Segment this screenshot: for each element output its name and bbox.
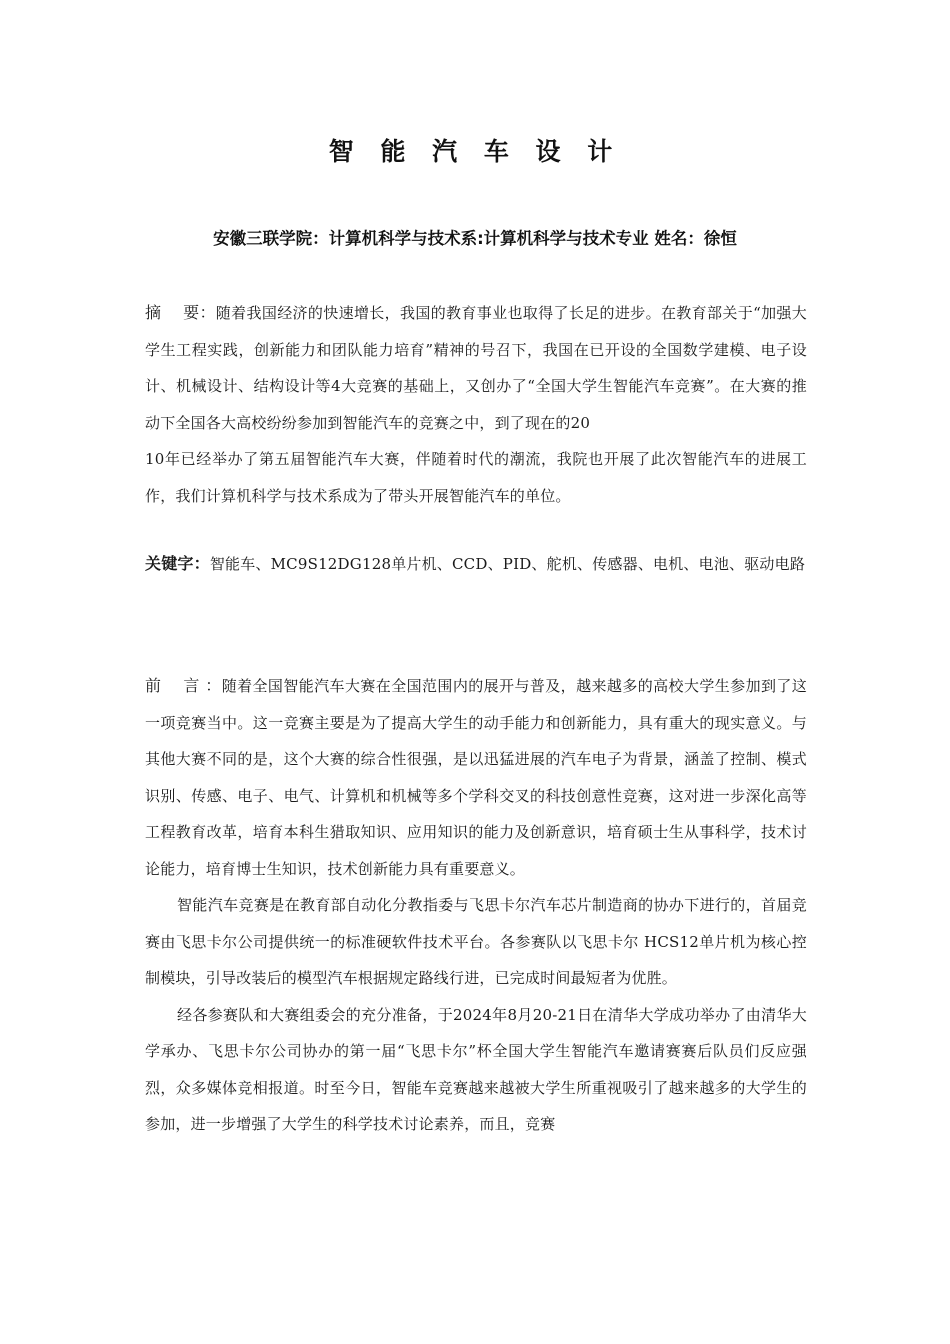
- preface-label: 前 言 ：: [145, 676, 222, 695]
- abstract-text-part2: 10年已经举办了第五届智能汽车大赛，伴随着时代的潮流，我院也开展了此次智能汽车的进展工作，我们计算机科学与技术系成为了带头开展智能汽车的单位。: [145, 450, 807, 505]
- preface-paragraph-2: 智能汽车竞赛是在教育部自动化分教指委与飞思卡尔汽车芯片制造商的协办下进行的，首届竞赛由飞思卡尔公司提供统一的标准硬软件技术平台。各参赛队以飞思卡尔 HCS12单片机为核心控制模块，引导改装后的模型汽车根据规定路线行进，已完成时间最短者为优胜。: [145, 896, 807, 987]
- abstract-text-part1: 随着我国经济的快速增长，我国的教育事业也取得了长足的进步。在教育部关于“加强大学生工程实践，创新能力和团队能力培育”精神的号召下，我国在已开设的全国数学建模、电子设计、机械设计、结构设计等4大竞赛的基础上，又创办了“全国大学生智能汽车竞赛”。在大赛的推动下全国各大高校纷纷参加到智能汽车的竞赛之中，到了现在的20: [145, 304, 807, 432]
- abstract-section: [145, 295, 807, 514]
- document-title: 智 能 汽 车 设 计: [328, 137, 622, 166]
- keywords-text: 智能车、MC9S12DG128单片机、CCD、PID、舵机、传感器、电机、电池、驱动电路: [209, 555, 806, 573]
- preface-paragraph-3: 经各参赛队和大赛组委会的充分准备，于2024年8月20-21日在清华大学成功举办了由清华大学承办、飞思卡尔公司协办的第一届“飞思卡尔”杯全国大学生智能汽车邀请赛赛后队员们反应强烈，众多媒体竞相报道。时至今日，智能车竞赛越来越被大学生所重视吸引了越来越多的大学生的参加，进一步增强了大学生的科学技术讨论素养，而且，竞赛: [145, 1005, 807, 1133]
- author-line: 安徽三联学院：计算机科学与技术系:计算机科学与技术专业 姓名：徐恒: [213, 229, 737, 248]
- preface-paragraph-1: [145, 668, 807, 887]
- abstract-label: 摘 要：: [145, 303, 216, 322]
- keywords-section: [145, 546, 807, 583]
- keywords-label: 关键字：: [145, 554, 210, 573]
- preface-text-1: 随着全国智能汽车大赛在全国范围内的展开与普及，越来越多的高校大学生参加到了这一项竞赛当中。这一竞赛主要是为了提高大学生的动手能力和创新能力，具有重大的现实意义。与其他大赛不同的是，这个大赛的综合性很强，是以迅猛进展的汽车电子为背景，涵盖了控制、模式识别、传感、电子、电气、计算机和机械等多个学科交叉的科技创意性竞赛，这对进一步深化高等工程教育改革，培育本科生猎取知识、应用知识的能力及创新意识，培育硕士生从事科学，技术讨论能力，培育博士生知识，技术创新能力具有重要意义。: [145, 677, 808, 878]
- preface-section: [145, 668, 807, 1143]
